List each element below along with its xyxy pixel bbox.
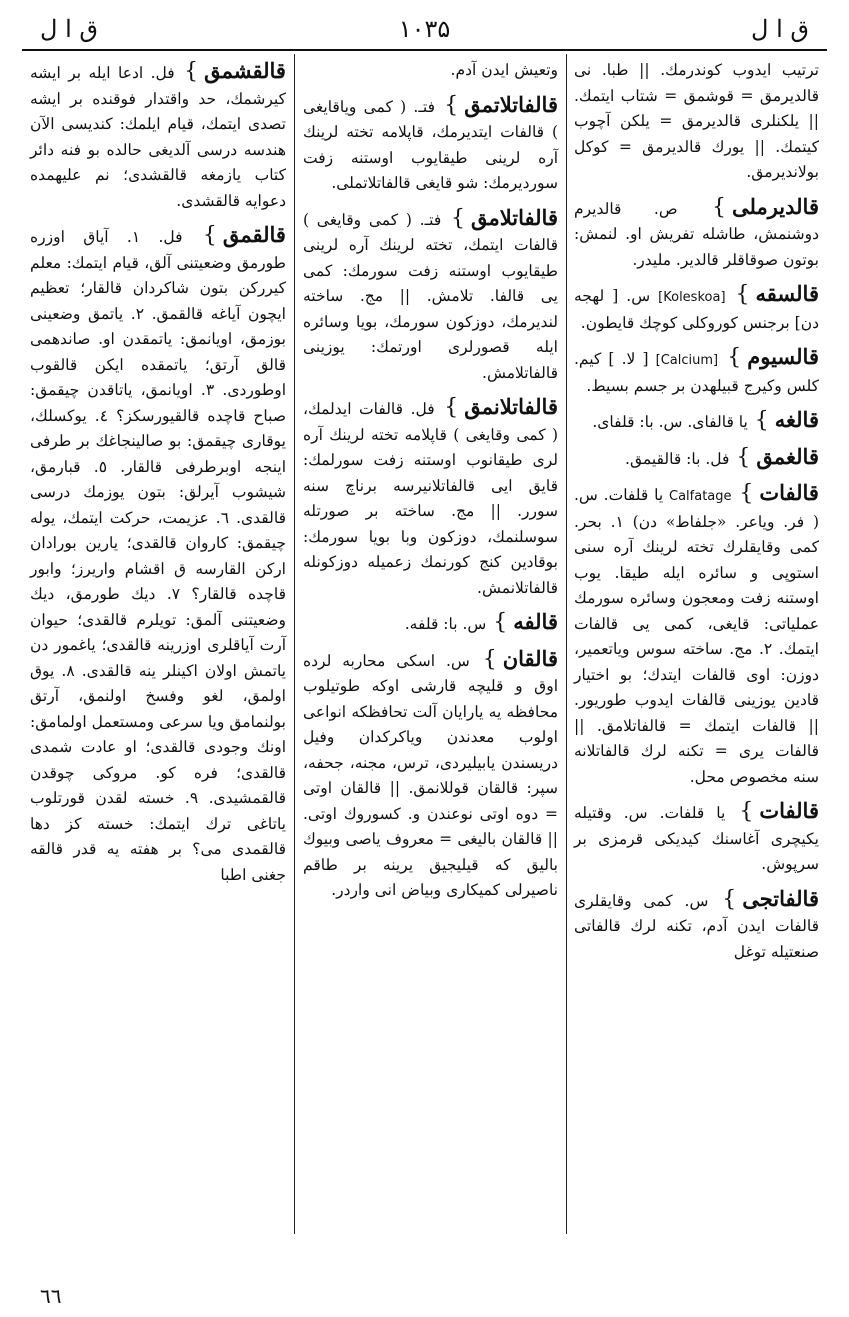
entry-text: س. با: قلفه. <box>404 615 487 633</box>
headword: قالفه <box>513 609 558 634</box>
headword: قالقان <box>502 645 558 671</box>
entry-text: س. [ لهجه دن] برجنس كوروكلى كوچك قايطون. <box>574 287 819 332</box>
entry: قالغمق} فل. با: قالقيمق. <box>625 443 819 470</box>
header-left-letters: ق ا ل <box>40 15 98 43</box>
entry-text: فل. با: قالقيمق. <box>625 449 730 468</box>
latin-etymon: [Koleskoa] <box>658 290 726 305</box>
column-right <box>574 58 819 973</box>
entry-text: يا قالفاى. س. با: قلفاى. <box>592 413 748 431</box>
entry: قالفاتلاتمق} فتـ. ( كمى وياقايغى ) قالفات ايتديرمك، قاپلامه تخته لرينك آره لرينى طيقايوب اوستنه زفت سورديرمك: شو قايغى قالفاتلاتملى. <box>303 91 558 192</box>
entry-text: وتعيش ايدن آدم. <box>450 61 558 79</box>
entry: قالقان} س. اسكى محاربه لرده اوق و قليچه قارشى اوكه طوتيلوب محافظه يه يارايان آلت تحافظكه انواعى اولوب معدندن وياكركدان وفيل دريسندن يابيليردى، ترس، مجنه، جحفه، سپر: قالقان قوللانمق. || قالقان اوتى = دوه اوتى نوعندن و. كسوروك اوتى. || قالقان باليغى = معروف ياصى وبيوك باليق كه قيليجيق يرينه بر طاقم ناصيرلى كميكارى وبياض انى واردر. <box>303 645 558 899</box>
entry: قالفه} س. با: قلفه. <box>404 609 558 635</box>
column-divider-left <box>294 54 295 1234</box>
signature-mark: ٦٦ <box>40 1284 62 1308</box>
entry: قالسقه} [Koleskoa] س. [ لهجه دن] برجنس كوروكلى كوچك قايطون. <box>574 281 819 332</box>
entry-text: ص. قالديرم دوشنمش، طاشله تفريش او. لنمش: بوتون صوقاقلر قالدير. مليدر. <box>574 199 819 269</box>
headword: قالفات <box>759 480 819 505</box>
column-middle <box>303 58 558 912</box>
entry: قالديرملى} ص. قالديرم دوشنمش، طاشله تفريش او. لنمش: بوتون صوقاقلر قالدير. مليدر. <box>574 193 819 269</box>
entry: قالفات} يا قلفات. س. وقتيله يكيچرى آغاسنك كيديكى قرمزى بر سرپوش. <box>574 798 819 873</box>
headword: قالغه <box>774 407 819 432</box>
headword: قالديرملى <box>732 193 819 219</box>
entry-continuation <box>303 58 558 84</box>
column-left <box>30 58 286 896</box>
entry: قالفاتجى} س. كمى وقايقلرى قالفات ايدن آدم، تكنه لرك قالفاتى صنعتيله توغل <box>574 885 819 961</box>
entry-text: فل. قالفات ايدلمك، ( كمى وقايغى ) قاپلامه تخته لرينك آره لرى طيقانوب اوستنه زفت سورلمك: قايق ايى قالفاتلانيرسه برناچ سنه سورر. || مج. ساخته بر صورتله سوسلنمك، دوزكون وبا بويا سورمك: بوقادين كنج كورنمك زعميله دوزكونله قالفاتلانمش. <box>303 400 558 597</box>
column-divider-right <box>566 54 567 1234</box>
header-rule <box>22 49 827 51</box>
latin-etymon: Calfatage <box>669 489 732 504</box>
headword: قالقشمق <box>204 58 286 83</box>
entry: قالسيوم} [Calcium] [ لا. ] كيم. كلس وكيرج قبيلهدن بر جسم بسيط. <box>574 344 819 395</box>
entry-text: يا قلفات. س. ( فر. وياعر. «جلفاط» دن) ١. بحر. كمى وقايقلرك تخته لرينك آره سنى استوپى و سائره ايله طيقا. يوب اوستنه زفت ومعجون وسائره سورمك عملياتى: قايغى، كمى يى قالفات ايتمك. ٢. مج. ساخته سوس وياتعمير، دوزن: اوى قالفات ايتدك؛ بو اختيار قادين يوزينى قالفات ايدوب طوريور. || قالفات ايتمك = قالفاتلامق. || قالفات يرى = تكنه لرك قالفاتلانه سنه مخصوص محل. <box>574 486 820 786</box>
entry: قالقشمق} فل. ادعا ايله بر ايشه كيرشمك، حد واقتدار فوقنده بر ايشه تصدى ايتمك، قيام ايلمك: كنديسى الآن هندسه درسى آلديغى حالده بو فنه دائر كتاب يازمغه قالقشدى؛ نم عليهمده دعوايه قالقشدى. <box>30 58 286 210</box>
page-number: ۱۰۳۵ <box>398 15 451 43</box>
headword: قالفاتلاتمق <box>464 91 558 117</box>
entry: قالفاتلانمق} فل. قالفات ايدلمك، ( كمى وقايغى ) قاپلامه تخته لرينك آره لرى طيقانوب اوستنه زفت سورلمك: قايق ايى قالفاتلانيرسه برناچ سنه سورر. || مج. ساخته بر صورتله سوسلنمك، دوزكون وبا بويا سورمك: بوقادين كنج كورنمك زعميله دوزكونله قالفاتلانمش. <box>303 394 558 597</box>
entry: قالقمق} فل. ١. آياق اوزره طورمق وضعيتنى آلق، قيام ايتمك: معلم كيرركن بتون شاكردان قالقار؛ تعظيم ايچون آياغه قالقمق. ٢. ياتمق وضعينى بوزمق، اويانمق: ياتمقدن او. صاندهمى قالق آرتق؛ ياتمقده ايكن قالقوب اوطوردى. ٣. اويانمق، ياتاقدن چيقمق: صباح قاچده قالقيورسكز؟ ٤. يوكسلك، يوقارى چيقمق: بو صالينجاغك بر طرفى اينجه اوبرطرفى قالقار. ٥. قبارمق، شيشوب آيرلق: بتون يوزمك درسى قالقدى. ٦. عزيمت، حركت ايتمك، يوله چيقمق: كاروان قالقدى؛ يارين بورادان اركن القارسه ق اقشام واريرز؛ وابور قاچده قالقار؟ ٧. ديك طورمق، ديك وضعيتنى آلمق: تويلرم قالقدى؛ حيوان آرت آياقلرى اوزرينه قالقدى؛ ياغمور دن ياتمش اولان اكينلر ينه قالقدى. ٨. يوق اولمق، لغو وفسخ اولنمق، آرتق بولنمامق ويا سرعى ومستعمل اولمامق: اونك وجودى قالقدى؛ او عادت شمدى قالقدى؛ فره كو. مروكى چوقدن قالقمشيدى. ٩. خسته لقدن قورتلوب ياتاغى ترك ايتمك: خسته كز دها قالقمدى مى؟ بر هفته يه قدر قالقه جغنى اطبا <box>30 222 286 884</box>
headword: قالفاتلانمق <box>464 394 558 419</box>
latin-etymon: [Calcium] <box>655 353 719 368</box>
entry-text: فتـ. ( كمى وياقايغى ) قالفات ايتديرمك، قاپلامه تخته لرينك آره لرينى طيقايوب اوستنه زفت سورديرمك: شو قايغى قالفاتلاتملى. <box>303 97 558 192</box>
entry: قالفاتلامق} فتـ. ( كمى وقايغى ) قالفات ايتمك، تخته لرينك آره لرينى طيقايوب اوستنه زفت سورمك: كمى يى قالفا. تلامش. || مج. ساخته لنديرمك، دوزكون سورمك، بويا وسائره ايله قصورلرى اورتمك: يوزينى قالفاتلامش. <box>303 204 558 382</box>
page-header <box>30 12 819 46</box>
entry-text: [ لا. ] كيم. كلس وكيرج قبيلهدن بر جسم بسيط. <box>574 350 819 395</box>
entry-text: ترتيب ايدوب كوندرمك. || طبا. نى قالديرمق = قوشمق = شتاب ايتمك. || يلكنلرى قالديرمق = يلكن آچوب كيتمك. || يورك قالديرمق = كوكل بولانديرمق. <box>574 61 819 181</box>
headword: قالقمق <box>222 222 286 247</box>
headword: قالفات <box>759 798 819 823</box>
entry: قالغه} يا قالفاى. س. با: قلفاى. <box>592 407 819 433</box>
header-right-letters: ق ا ل <box>751 15 809 43</box>
headword: قالفاتلامق <box>470 204 558 230</box>
entry-continuation <box>574 58 819 186</box>
entry: قالفات} Calfatage يا قلفات. س. ( فر. وياعر. «جلفاط» دن) ١. بحر. كمى وقايقلرك تخته لرينك آره سنى استوپى و سائره ايله طيقا. يوب اوستنه زفت ومعجون وسائره سورمك عملياتى: قايغى، كمى يى قالفات ايتمك. ٢. مج. ساخته سوس وياتعمير، دوزن: اوى قالفات ايتدك؛ بو اختيار قادين يوزينى قالفات ايدوب طوريور. || قالفات ايتمك = قالفاتلامق. || قالفات يرى = تكنه لرك قالفاتلانه سنه مخصوص محل. <box>574 480 820 786</box>
entry-text: س. اسكى محاربه لرده اوق و قليچه قارشى اوكه طوتيلوب محافظه يه يارايان آلت تحافظكه انواعى اولوب معدندن وياكركدان وفيل دريسندن يابيليردى، ترس، مجنه، جحفه، سپر: قالقان قوللانمق. || قالقان اوتى = دوه اوتى نوعندن و. كسوروك اوتى. || قالقان باليغى = معروف ياصى وبيوك باليق كه قيليجيق يرينه بر طاقم ناصيرلى كميكارى وبياض انى واردر. <box>303 651 558 899</box>
entry-text: يا قلفات. س. وقتيله يكيچرى آغاسنك كيديكى قرمزى بر سرپوش. <box>574 804 819 873</box>
entry-text: س. كمى وقايقلرى قالفات ايدن آدم، تكنه لرك قالفاتى صنعتيله توغل <box>574 891 819 961</box>
headword: قالفاتجى <box>742 885 819 911</box>
headword: قالسيوم <box>747 344 819 369</box>
entry-text: فل. ادعا ايله بر ايشه كيرشمك، حد واقتدار فوقنده بر ايشه تصدى ايتمك، قيام ايلمك: كنديسى الآن هندسه درسى آلديغى حالده بو فنه دائر كتاب يازمغه قالقشدى؛ نم عليهمده دعوايه قالقشدى. <box>30 64 286 210</box>
entry-text: فل. ١. آياق اوزره طورمق وضعيتنى آلق، قيام ايتمك: معلم كيرركن بتون شاكردان قالقار؛ تعظيم ايچون آياغه قالقمق. ٢. ياتمق وضعينى بوزمق، اويانمق: ياتمقدن او. صاندهمى قالق آرتق؛ ياتمقده ايكن قالقوب اوطوردى. ٣. اويانمق، ياتاقدن چيقمق: صباح قاچده قالقيورسكز؟ ٤. يوكسلك، يوقارى چيقمق: بو صالينجاغك بر طرفى اينجه اوبرطرفى قالقار. ٥. قبارمق، شيشوب آيرلق: بتون يوزمك درسى قالقدى. ٦. عزيمت، حركت ايتمك، يوله چيقمق: كاروان قالقدى؛ يارين بورادان اركن القارسه ق اقشام واريرز؛ وابور قاچده قالقار؟ ٧. ديك طورمق، ديك وضعيتنى آلمق: تويلرم قالقدى؛ حيوان آرت آياقلرى اوزرينه قالقدى؛ ياغمور دن ياتمش اولان اكينلر ينه قالقدى. ٨. يوق اولمق، لغو وفسخ اولنمق، آرتق بولنمامق ويا سرعى ومستعمل اولمامق: اونك وجودى قالقدى؛ او عادت شمدى قالقدى؛ فره كو. مروكى چوقدن قالقمشيدى. ٩. خسته لقدن قورتلوب ياتاغى ترك ايتمك: خسته كز دها قالقمدى مى؟ بر هفته يه قدر قالقه جغنى اطبا <box>30 228 286 884</box>
headword: قالغمق <box>756 443 819 469</box>
entry-text: فتـ. ( كمى وقايغى ) قالفات ايتمك، تخته لرينك آره لرينى طيقايوب اوستنه زفت سورمك: كمى يى قالفا. تلامش. || مج. ساخته لنديرمك، دوزكون سورمك، بويا وسائره ايله قصورلرى اورتمك: يوزينى قالفاتلامش. <box>303 210 558 382</box>
headword: قالسقه <box>755 281 819 306</box>
